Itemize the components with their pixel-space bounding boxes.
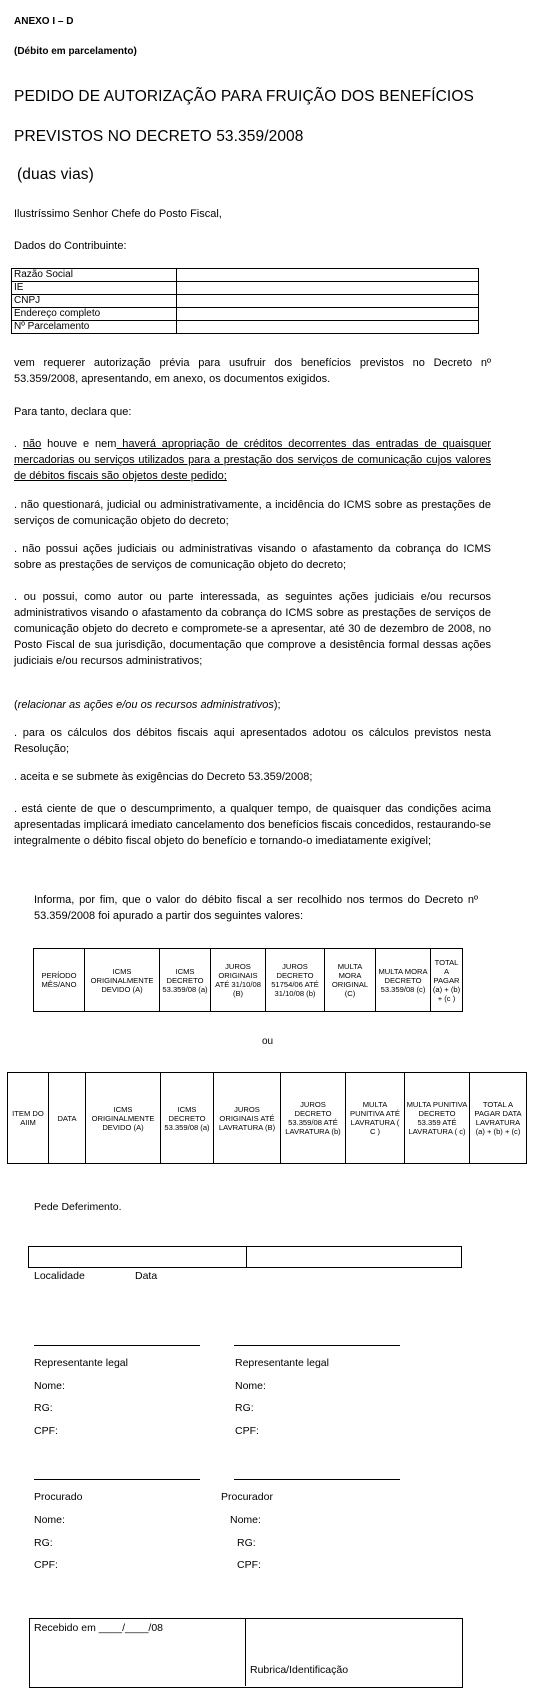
field-value[interactable] bbox=[177, 295, 479, 308]
name-label: Nome: bbox=[34, 1380, 65, 1392]
receipt-divider bbox=[245, 1618, 246, 1686]
annex-label: ANEXO I – D bbox=[14, 16, 74, 27]
field-label: IE bbox=[12, 282, 177, 295]
declaration-accept: . aceita e se submete às exigências do Decreto 53.359/2008; bbox=[14, 771, 313, 783]
salutation: Ilustríssimo Senhor Chefe do Posto Fiscal, bbox=[14, 208, 222, 220]
legal-rep-label-right: Representante legal bbox=[235, 1357, 329, 1369]
signature-line bbox=[34, 1479, 200, 1480]
or-separator: ou bbox=[262, 1036, 274, 1047]
declaration-aware: . está ciente de que o descumprimento, a qualquer tempo, de quaisquer das condições acima apresentadas implicará imediato cancelamento dos benefícios fiscais concedidos, restaurando-se integralmente o débito fiscal objeto do benefício e tornando-o imediatamente exigível; bbox=[14, 803, 491, 847]
values-table-installment bbox=[33, 948, 463, 1012]
copies-note: (duas vias) bbox=[17, 166, 94, 183]
field-value[interactable] bbox=[177, 321, 479, 334]
column-header: PERÍODO MÊS/ANO bbox=[34, 949, 85, 1012]
declaration-no-actions: . não possui ações judiciais ou administrativas visando o afastamento da cobrança do ICMS sobre as prestações de serviços de comunicação objeto do decreto; bbox=[14, 543, 491, 571]
table-row bbox=[12, 321, 479, 334]
cpf-label: CPF: bbox=[34, 1425, 58, 1437]
cpf-label: CPF: bbox=[34, 1559, 58, 1571]
pede-deferimento: Pede Deferimento. bbox=[34, 1201, 122, 1213]
column-header: TOTAL A PAGAR DATA LAVRATURA (a) + (b) + (c) bbox=[470, 1073, 527, 1164]
column-header: ITEM DO AIIM bbox=[8, 1073, 49, 1164]
field-label: Endereço completo bbox=[12, 308, 177, 321]
request-paragraph: vem requerer autorização prévia para usufruir dos benefícios previstos no Decreto nº 53.359/2008, apresentando, em anexo, os documentos exigidos. bbox=[14, 357, 491, 385]
field-value[interactable] bbox=[177, 269, 479, 282]
cpf-label: CPF: bbox=[235, 1425, 259, 1437]
column-header: MULTA MORA ORIGINAL (C) bbox=[325, 949, 376, 1012]
rg-label: RG: bbox=[237, 1537, 256, 1549]
column-header: ICMS ORIGINALMENTE DEVIDO (A) bbox=[85, 949, 160, 1012]
values-table-aiim bbox=[7, 1072, 527, 1164]
column-header: MULTA MORA DECRETO 53.359/08 (c) bbox=[376, 949, 431, 1012]
attorney-label-left: Procurado bbox=[34, 1491, 83, 1503]
declaration-list-note: (relacionar as ações e/ou os recursos administrativos); bbox=[14, 699, 281, 711]
column-header: DATA bbox=[49, 1073, 86, 1164]
contributor-table bbox=[11, 268, 479, 334]
field-label: Nº Parcelamento bbox=[12, 321, 177, 334]
column-header: JUROS ORIGINAIS ATÉ LAVRATURA (B) bbox=[214, 1073, 281, 1164]
field-label: Razão Social bbox=[12, 269, 177, 282]
column-header: JUROS DECRETO 51754/06 ATÉ 31/10/08 (b) bbox=[266, 949, 325, 1012]
table-row bbox=[12, 282, 479, 295]
date-label: Data bbox=[135, 1270, 158, 1282]
table-row bbox=[12, 269, 479, 282]
declaration-no: não bbox=[22, 438, 42, 450]
signature-line bbox=[234, 1479, 400, 1480]
column-header: JUROS DECRETO 53.359/08 ATÉ LAVRATURA (b) bbox=[281, 1073, 346, 1164]
declaration-mid: houve e nem bbox=[41, 438, 117, 450]
column-header: MULTA PUNITIVA DECRETO 53.359 ATÉ LAVRATURA ( c) bbox=[405, 1073, 470, 1164]
cpf-label: CPF: bbox=[237, 1559, 261, 1571]
declaration-underlined: haverá apropriação de créditos decorrentes das entradas de quaisquer mercadorias ou serviços utilizados para a prestação dos serviços de comunicação cujos valores de débitos fiscais são objetos deste pedido; bbox=[14, 438, 491, 482]
column-header: ICMS DECRETO 53.359/08 (a) bbox=[160, 949, 211, 1012]
column-header: ICMS DECRETO 53.359/08 (a) bbox=[161, 1073, 214, 1164]
field-value[interactable] bbox=[177, 308, 479, 321]
table-row bbox=[12, 308, 479, 321]
locality-label: Localidade bbox=[34, 1270, 85, 1282]
date-field[interactable] bbox=[245, 1246, 462, 1268]
signature-line bbox=[34, 1345, 200, 1346]
rg-label: RG: bbox=[34, 1537, 53, 1549]
table-row bbox=[12, 295, 479, 308]
locality-field[interactable] bbox=[28, 1246, 247, 1268]
column-header: TOTAL A PAGAR (a) + (b) + (c ) bbox=[431, 949, 463, 1012]
column-header: MULTA PUNITIVA ATÉ LAVRATURA ( C ) bbox=[346, 1073, 405, 1164]
column-header: JUROS ORIGINAIS ATÉ 31/10/08 (B) bbox=[211, 949, 266, 1012]
signature-line bbox=[234, 1345, 400, 1346]
document-title-line1: PEDIDO DE AUTORIZAÇÃO PARA FRUIÇÃO DOS BENEFÍCIOS bbox=[14, 88, 474, 105]
name-label: Nome: bbox=[34, 1514, 65, 1526]
declaration-prefix: . bbox=[14, 438, 23, 450]
document-subtitle: (Débito em parcelamento) bbox=[14, 46, 137, 57]
document-title-line2: PREVISTOS NO DECRETO 53.359/2008 bbox=[14, 128, 304, 145]
field-value[interactable] bbox=[177, 282, 479, 295]
table-header-row bbox=[34, 949, 463, 1012]
declare-intro: Para tanto, declara que: bbox=[14, 406, 132, 418]
field-label: CNPJ bbox=[12, 295, 177, 308]
declaration-credits bbox=[14, 436, 491, 484]
name-label: Nome: bbox=[235, 1380, 266, 1392]
received-on-field[interactable]: Recebido em ____/____/08 bbox=[34, 1622, 164, 1634]
declaration-question: . não questionará, judicial ou administrativamente, a incidência do ICMS sobre as prestações de serviços de comunicação objeto do decreto; bbox=[14, 499, 491, 527]
inform-paragraph: Informa, por fim, que o valor do débito fiscal a ser recolhido nos termos do Decreto nº 53.359/2008 foi apurado a partir dos seguintes valores: bbox=[34, 894, 478, 922]
declaration-calculation: . para os cálculos dos débitos fiscais aqui apresentados adotou os cálculos previstos nesta Resolução; bbox=[14, 727, 491, 755]
rg-label: RG: bbox=[34, 1402, 53, 1414]
declaration-actions: . ou possui, como autor ou parte interessada, as seguintes ações judiciais e/ou recursos administrativos visando o afastamento da cobrança do ICMS sobre as prestações de serviços de comunicação objeto do decreto e compromete-se a apresentar, até 30 de dezembro de 2008, no Posto Fiscal de sua jurisdição, documentação que comprove a desistência formal dessas ações judiciais e/ou recursos administrativos; bbox=[14, 591, 491, 667]
rg-label: RG: bbox=[235, 1402, 254, 1414]
contributor-label: Dados do Contribuinte: bbox=[14, 240, 127, 252]
column-header: ICMS ORIGINALMENTE DEVIDO (A) bbox=[86, 1073, 161, 1164]
attorney-label-right: Procurador bbox=[221, 1491, 273, 1503]
name-label: Nome: bbox=[230, 1514, 261, 1526]
table-header-row bbox=[8, 1073, 527, 1164]
legal-rep-label-left: Representante legal bbox=[34, 1357, 128, 1369]
rubric-field[interactable]: Rubrica/Identificação bbox=[250, 1664, 349, 1676]
